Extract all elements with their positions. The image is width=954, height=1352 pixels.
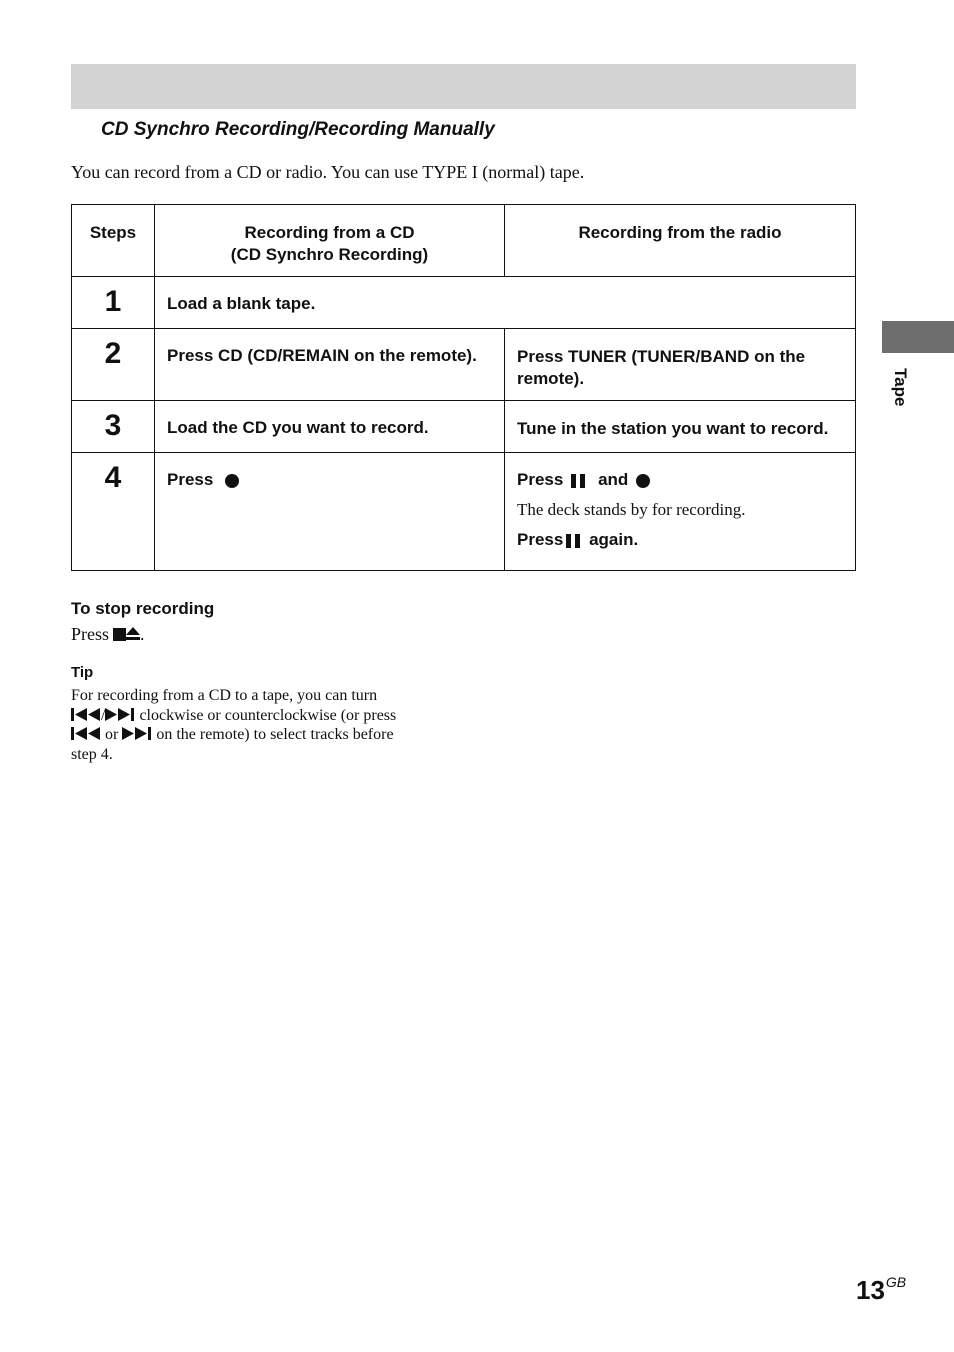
table-header-row <box>72 205 856 277</box>
table-row <box>72 453 856 571</box>
tip-line3-text: on the remote) to select tracks before <box>152 726 394 743</box>
page-number <box>856 1274 906 1306</box>
tip-heading: Tip <box>71 664 94 681</box>
step-cd-text: Load the CD you want to record. <box>155 401 505 453</box>
tip-sep: / <box>101 706 106 724</box>
tip-line2 <box>71 706 431 726</box>
tip-line3 <box>71 725 431 745</box>
next-track-icon <box>105 708 135 721</box>
header-cd <box>155 205 505 277</box>
record-icon <box>636 474 650 488</box>
previous-track-icon <box>71 708 101 721</box>
header-cd-line1: Recording from a CD <box>244 223 415 242</box>
tip-line1: For recording from a CD to a tape, you can turn <box>71 687 378 704</box>
tip-line4: step 4. <box>71 745 113 763</box>
header-bar <box>71 64 856 109</box>
step-radio-press: Press <box>517 470 564 489</box>
step-cd-press: Press <box>167 470 214 489</box>
tip-or: or <box>101 726 123 743</box>
table-row <box>72 401 856 453</box>
step-number: 3 <box>72 401 155 453</box>
step-text: Load a blank tape. <box>155 277 856 329</box>
step-cd-text: Press CD (CD/REMAIN on the remote). <box>155 329 505 401</box>
next-track-icon <box>122 727 152 740</box>
page-number-value: 13 <box>856 1275 885 1305</box>
step-radio-and: and <box>598 470 629 489</box>
stop-heading: To stop recording <box>71 599 215 618</box>
intro-text: You can record from a CD or radio. You can use TYPE I (normal) tape. <box>71 162 585 182</box>
tip-body <box>71 686 431 764</box>
stop-instruction <box>71 624 145 645</box>
header-radio: Recording from the radio <box>505 205 856 277</box>
table-row <box>72 277 856 329</box>
table-row <box>72 329 856 401</box>
header-cd-line2: (CD Synchro Recording) <box>230 245 429 264</box>
section-title: CD Synchro Recording/Recording Manually <box>101 119 495 140</box>
tip-line2-text: clockwise or counterclockwise (or press <box>135 706 397 724</box>
step-number: 1 <box>72 277 155 329</box>
header-steps: Steps <box>72 205 155 277</box>
step-cd-cell <box>155 453 505 571</box>
step-radio-cell <box>505 453 856 571</box>
pause-icon <box>566 534 580 548</box>
step-radio-press2: Press <box>517 530 564 549</box>
previous-track-icon <box>71 727 101 740</box>
step-radio-note: The deck stands by for recording. <box>517 500 746 519</box>
step-number: 2 <box>72 329 155 401</box>
side-tab <box>882 321 954 353</box>
eject-icon <box>126 627 140 641</box>
page-number-suffix: GB <box>885 1274 907 1290</box>
record-icon <box>225 474 239 488</box>
stop-icon <box>113 628 126 641</box>
stop-period: . <box>140 624 145 644</box>
step-radio-text: Tune in the station you want to record. <box>505 401 856 453</box>
step-radio-text: Press TUNER (TUNER/BAND on the remote). <box>505 329 856 401</box>
steps-table <box>71 204 856 571</box>
step-radio-again: again. <box>589 530 639 549</box>
side-label: Tape <box>891 368 910 407</box>
step-number: 4 <box>72 453 155 571</box>
stop-press: Press <box>71 624 110 644</box>
pause-icon <box>571 474 585 488</box>
